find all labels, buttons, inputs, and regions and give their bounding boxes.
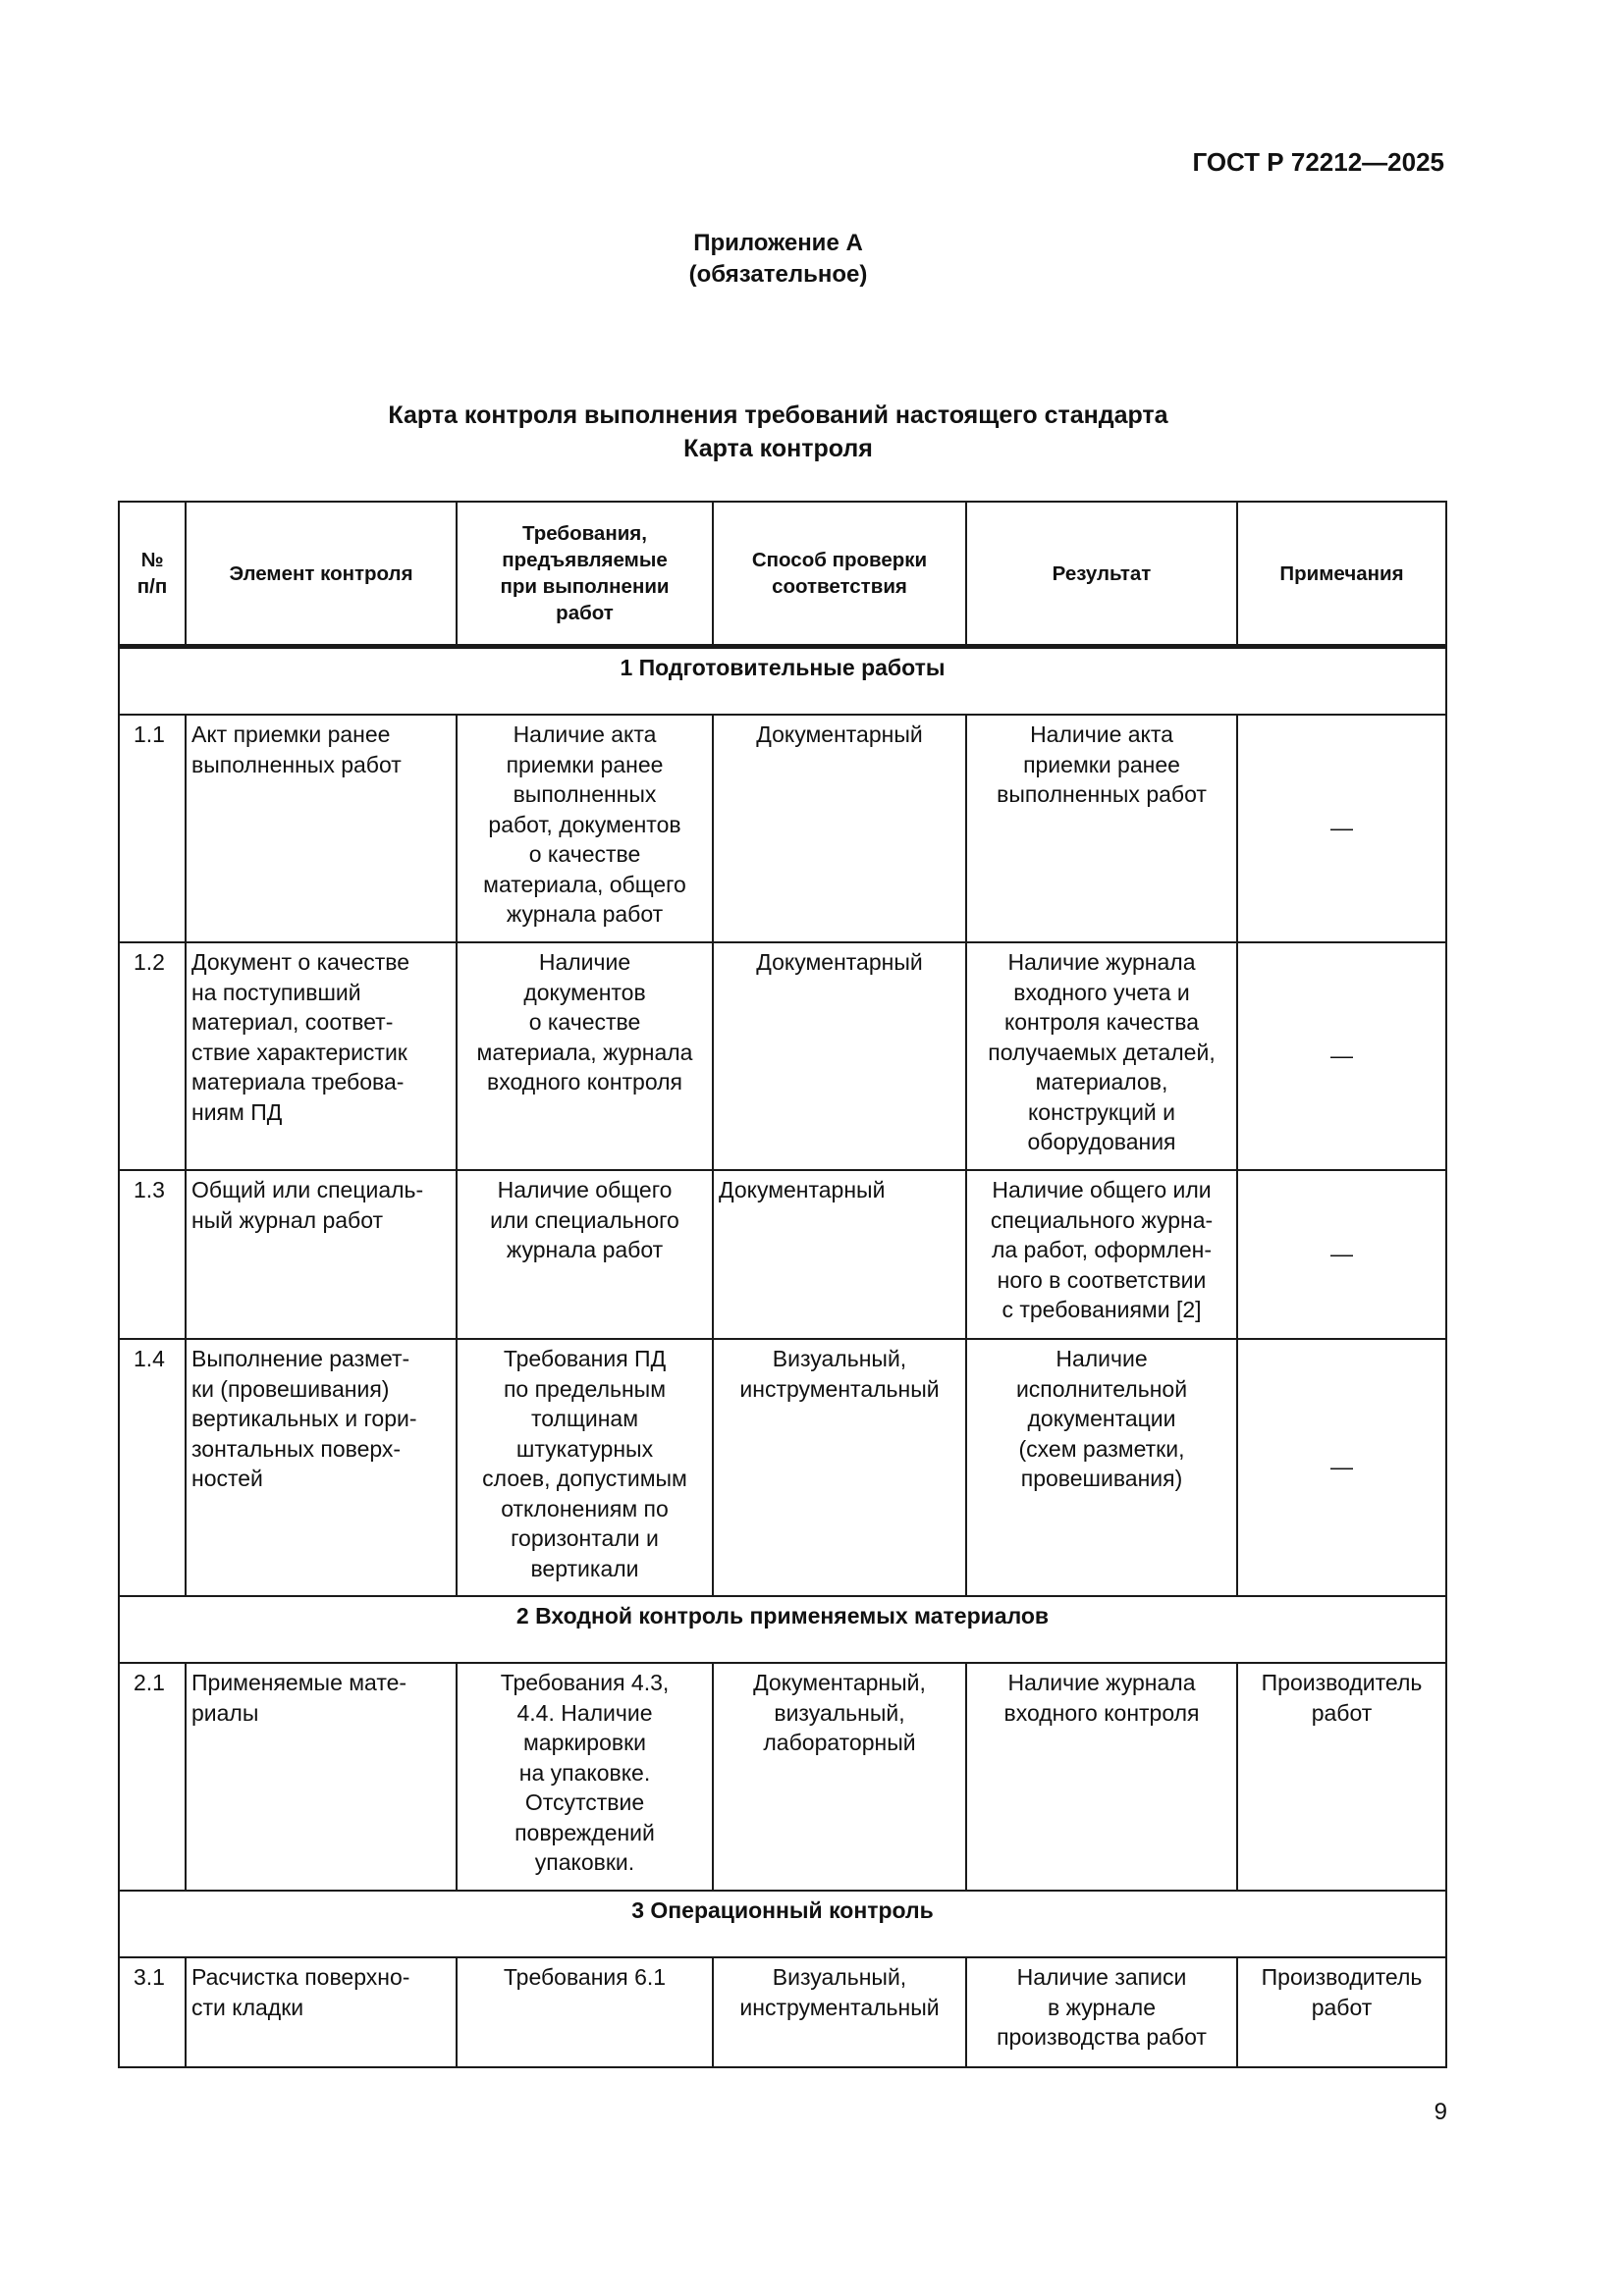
cell-requirements: Наличие общего или специального журнала работ bbox=[457, 1170, 713, 1339]
column-header-label: Требования, предъявляемые при выполнении работ bbox=[500, 522, 670, 624]
control-map-table bbox=[118, 501, 1447, 2068]
table-row bbox=[119, 942, 1446, 1170]
cell-element: Документ о качестве на поступивший материал, соответ- ствие характеристик материала требова- ниям ПД bbox=[186, 942, 457, 1170]
cell-note: — bbox=[1237, 1170, 1446, 1339]
cell-element: Применяемые мате- риалы bbox=[186, 1663, 457, 1891]
cell-result: Наличие записи в журнале производства работ bbox=[966, 1957, 1237, 2067]
main-title: Карта контроля выполнения требований настоящего стандарта bbox=[388, 401, 1168, 429]
cell-requirements: Требования 4.3, 4.4. Наличие маркировки на упаковке. Отсутствие повреждений упаковки. bbox=[457, 1663, 713, 1891]
column-header-element bbox=[186, 502, 457, 647]
table-row bbox=[119, 1339, 1446, 1596]
cell-number: 2.1 bbox=[119, 1663, 186, 1891]
cell-note: — bbox=[1237, 715, 1446, 942]
section-title: 1 Подготовительные работы bbox=[119, 647, 1446, 716]
cell-requirements: Требования ПД по предельным толщинам штукатурных слоев, допустимым отклонениям по горизонтали и вертикали bbox=[457, 1339, 713, 1596]
column-header-result bbox=[966, 502, 1237, 647]
cell-result: Наличие журнала входного контроля bbox=[966, 1663, 1237, 1891]
cell-requirements: Требования 6.1 bbox=[457, 1957, 713, 2067]
column-header-requirements bbox=[457, 502, 713, 647]
cell-number: 1.3 bbox=[119, 1170, 186, 1339]
cell-method: Визуальный, инструментальный bbox=[713, 1957, 966, 2067]
cell-element: Расчистка поверхно- сти кладки bbox=[186, 1957, 457, 2067]
cell-result: Наличие исполнительной документации (схем разметки, провешивания) bbox=[966, 1339, 1237, 1596]
column-header-label: Результат bbox=[1052, 561, 1152, 585]
column-header-method bbox=[713, 502, 966, 647]
document-header-standard: ГОСТ Р 72212—2025 bbox=[1192, 147, 1444, 177]
column-header-label: Элемент контроля bbox=[229, 561, 413, 585]
appendix-title: Приложение А bbox=[693, 230, 863, 256]
cell-number: 1.4 bbox=[119, 1339, 186, 1596]
document-titles bbox=[0, 399, 1556, 465]
column-header-label: Примечания bbox=[1279, 561, 1404, 585]
cell-note: — bbox=[1237, 942, 1446, 1170]
column-header-notes bbox=[1237, 502, 1446, 647]
appendix-status: (обязательное) bbox=[688, 261, 868, 288]
sub-title: Карта контроля bbox=[683, 435, 873, 462]
table-row bbox=[119, 1170, 1446, 1339]
table-row bbox=[119, 1957, 1446, 2067]
column-header-label: № п/п bbox=[136, 549, 168, 598]
cell-note: Производитель работ bbox=[1237, 1663, 1446, 1891]
column-header-number bbox=[119, 502, 186, 647]
section-row bbox=[119, 1596, 1446, 1663]
cell-method: Визуальный, инструментальный bbox=[713, 1339, 966, 1596]
cell-element: Акт приемки ранее выполненных работ bbox=[186, 715, 457, 942]
cell-method: Документарный, визуальный, лабораторный bbox=[713, 1663, 966, 1891]
cell-result: Наличие акта приемки ранее выполненных работ bbox=[966, 715, 1237, 942]
cell-requirements: Наличие документов о качестве материала, журнала входного контроля bbox=[457, 942, 713, 1170]
page-number: 9 bbox=[1434, 2099, 1447, 2125]
section-title: 3 Операционный контроль bbox=[119, 1891, 1446, 1957]
cell-number: 3.1 bbox=[119, 1957, 186, 2067]
table-header-row bbox=[119, 502, 1446, 647]
column-header-label: Способ проверки соответствия bbox=[751, 549, 928, 598]
cell-element: Выполнение размет- ки (провешивания) вертикальных и гори- зонтальных поверх- ностей bbox=[186, 1339, 457, 1596]
section-row bbox=[119, 647, 1446, 716]
cell-method: Документарный bbox=[713, 1170, 966, 1339]
section-title: 2 Входной контроль применяемых материалов bbox=[119, 1596, 1446, 1663]
cell-requirements: Наличие акта приемки ранее выполненных работ, документов о качестве материала, общего журнала работ bbox=[457, 715, 713, 942]
table-row bbox=[119, 715, 1446, 942]
cell-method: Документарный bbox=[713, 715, 966, 942]
section-row bbox=[119, 1891, 1446, 1957]
cell-note: Производитель работ bbox=[1237, 1957, 1446, 2067]
cell-number: 1.1 bbox=[119, 715, 186, 942]
cell-result: Наличие журнала входного учета и контроля качества получаемых деталей, материалов, конструкций и оборудования bbox=[966, 942, 1237, 1170]
cell-result: Наличие общего или специального журна- ла работ, оформлен- ного в соответствии с требованиями [2] bbox=[966, 1170, 1237, 1339]
table-row bbox=[119, 1663, 1446, 1891]
cell-method: Документарный bbox=[713, 942, 966, 1170]
cell-note: — bbox=[1237, 1339, 1446, 1596]
appendix-heading bbox=[0, 228, 1556, 291]
cell-number: 1.2 bbox=[119, 942, 186, 1170]
cell-element: Общий или специаль- ный журнал работ bbox=[186, 1170, 457, 1339]
